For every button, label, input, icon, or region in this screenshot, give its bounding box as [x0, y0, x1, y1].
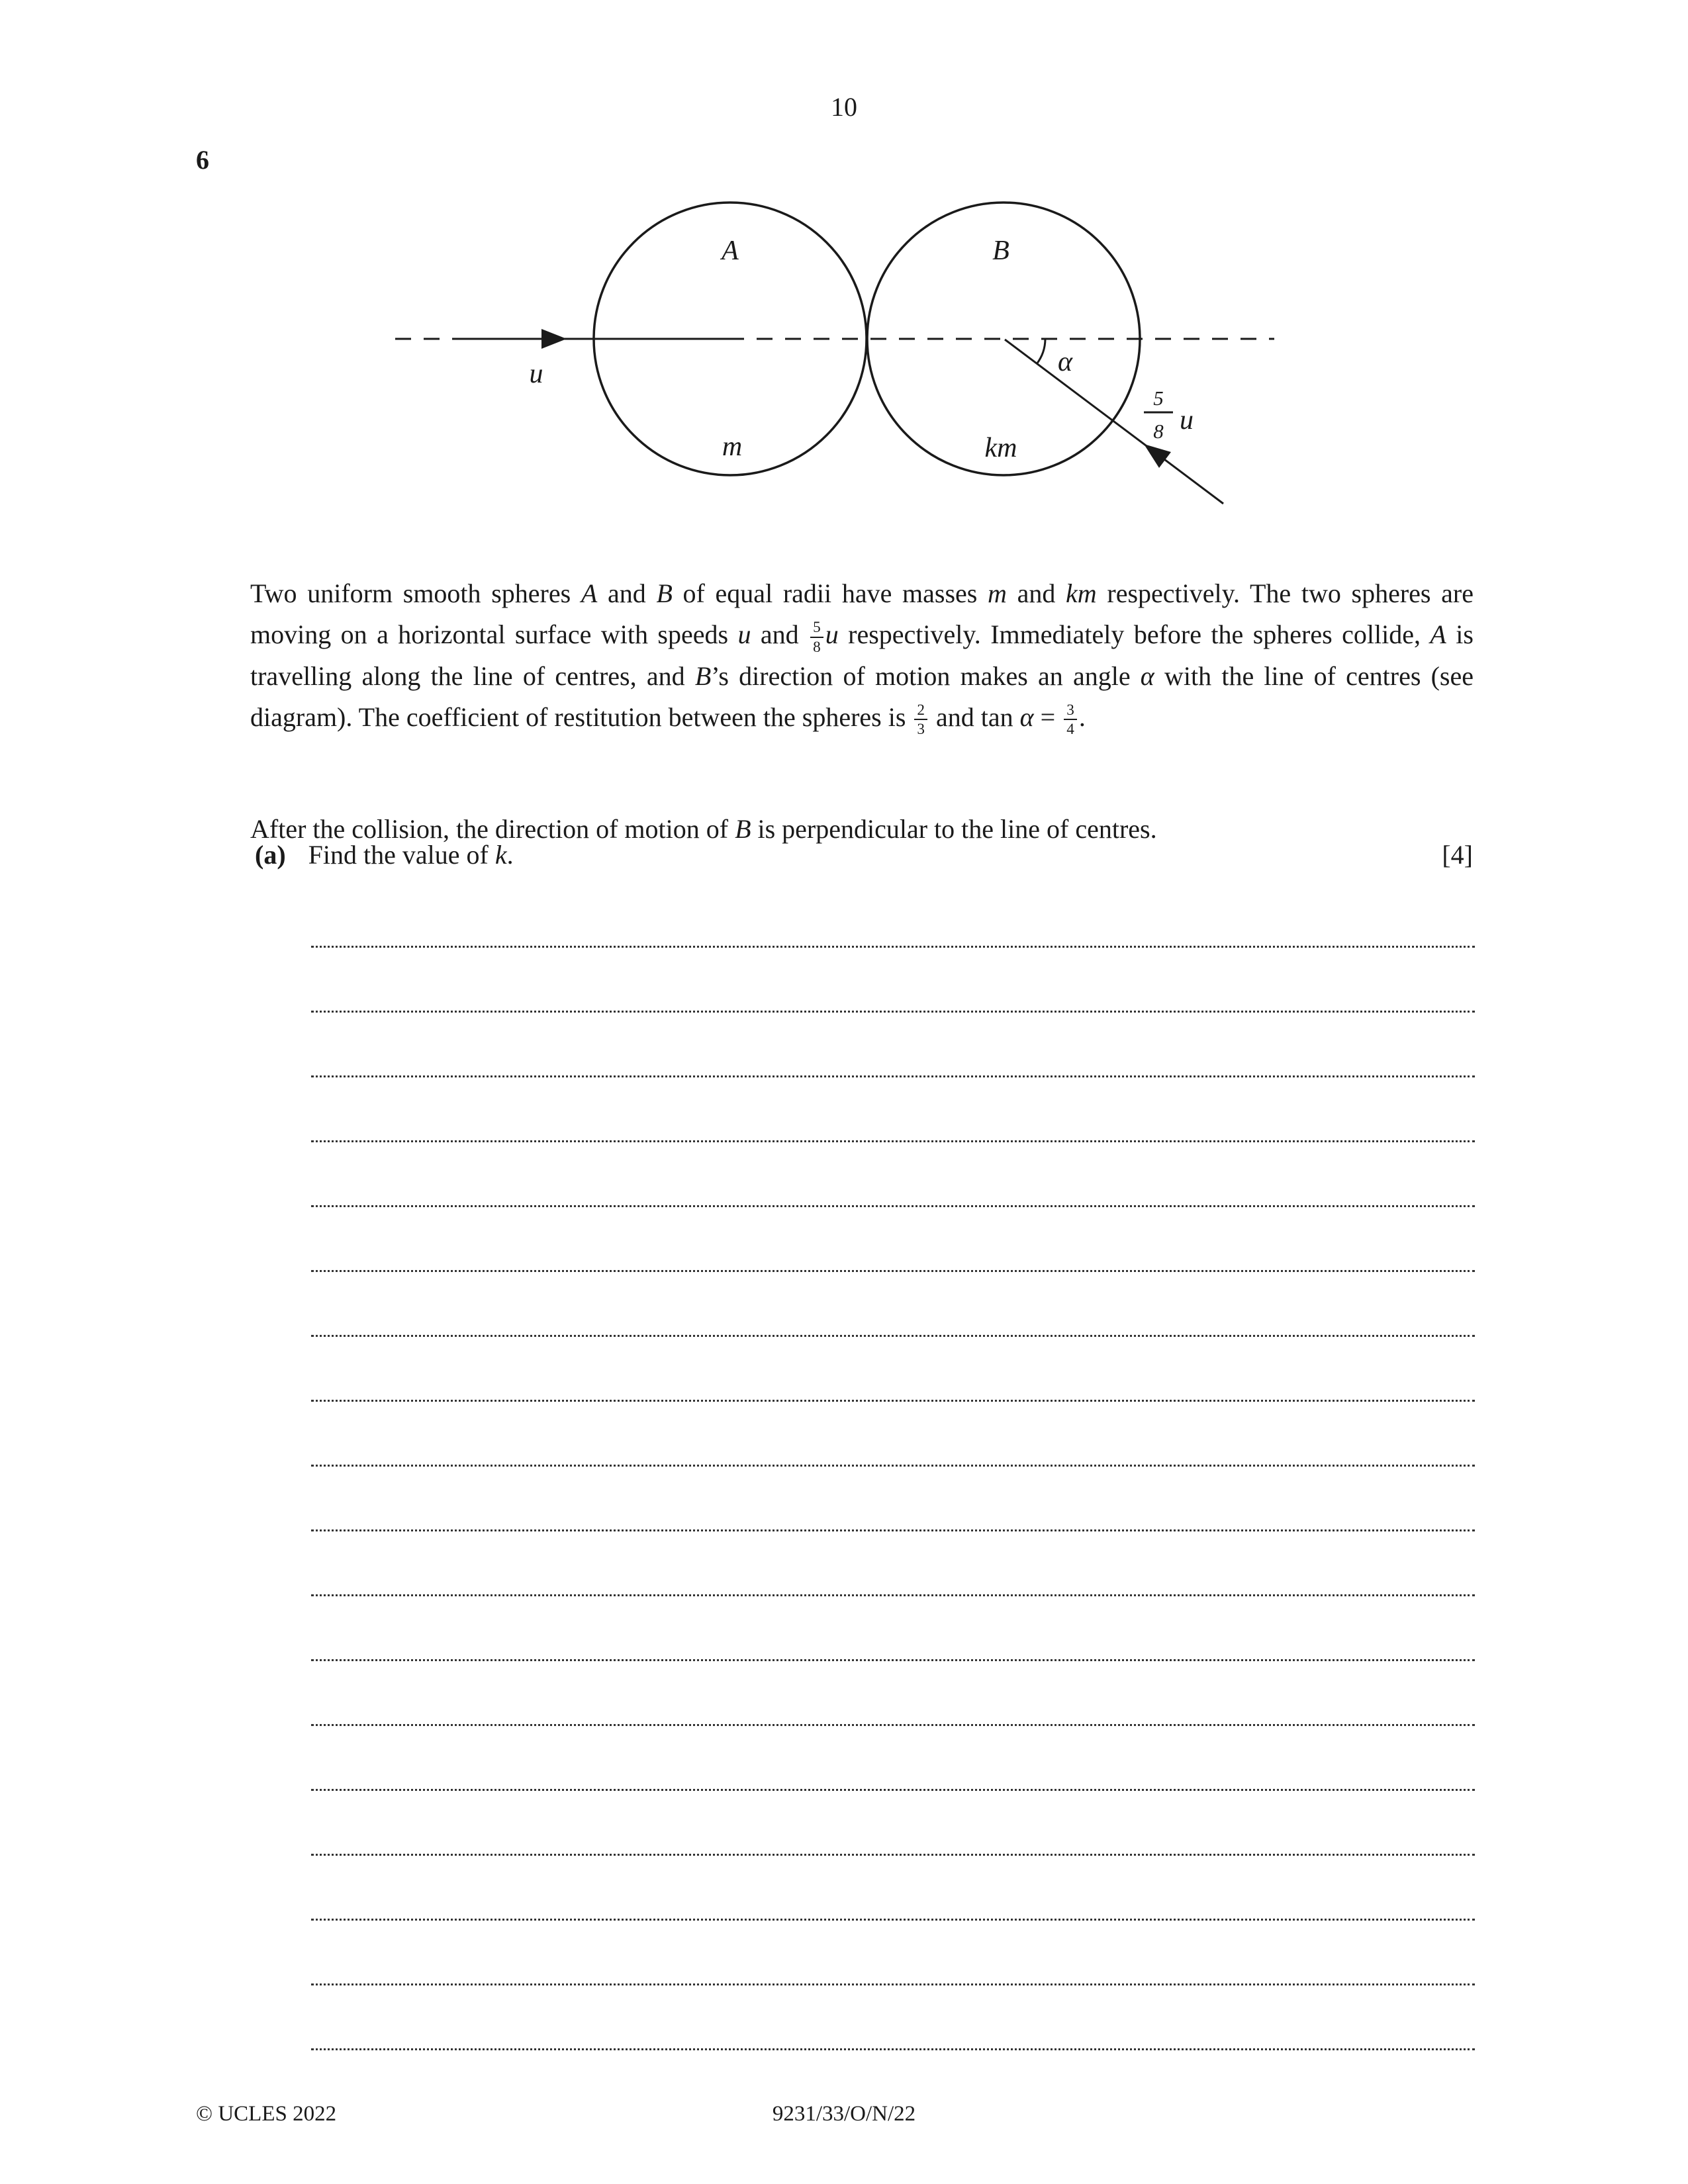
label-frac-denominator: 8: [1153, 420, 1164, 443]
answer-line: [311, 1726, 1475, 1791]
fraction: $\frac{5}{8}$: [810, 619, 823, 656]
answer-line: [311, 883, 1475, 948]
question-paragraph-1: Two uniform smooth spheres A and B of equal radii have masses m and km respectively. The two spheres are moving on a horizontal surface with speeds u and $\frac{5}{8}$ u respectively. Immediately before the spheres collide, A is travelling along the line of centres, and B’s direction of motion makes an angle α with the line of centres (see diagram). The coefficient of restitution between the spheres is $\frac{2}{3}$ and tan α = $\frac{3}{4}$ .: [250, 578, 1474, 739]
answer-line: [311, 1791, 1475, 1856]
answer-line: [311, 948, 1475, 1013]
answer-line: [311, 1985, 1475, 2050]
question-number: 6: [196, 145, 209, 175]
answer-line: [311, 1402, 1475, 1467]
answer-line: [311, 1661, 1475, 1726]
answer-line: [311, 1467, 1475, 1531]
part-a-label: (a): [255, 840, 286, 870]
answer-line: [311, 1013, 1475, 1077]
label-sphere-b: B: [992, 236, 1009, 266]
answer-line: [311, 1272, 1475, 1337]
label-frac-numerator: 5: [1153, 387, 1164, 410]
answer-lines: [311, 883, 1475, 2050]
label-mass-b: km: [984, 433, 1017, 463]
label-mass-a: m: [722, 432, 743, 462]
label-speed-b-var: u: [1180, 405, 1194, 435]
fraction: $\frac{2}{3}$: [914, 702, 927, 739]
answer-line: [311, 1856, 1475, 1921]
angle-arc: [1037, 339, 1045, 364]
fraction: $\frac{3}{4}$: [1064, 702, 1077, 739]
velocity-arrowhead-b: [1144, 444, 1171, 468]
part-a-text: Find the value of k.: [308, 840, 514, 870]
answer-line: [311, 1596, 1475, 1661]
answer-line: [311, 1077, 1475, 1142]
answer-line: [311, 1337, 1475, 1402]
footer-copyright: © UCLES 2022: [196, 2102, 337, 2126]
footer-paper-code: 9231/33/O/N/22: [772, 2102, 916, 2126]
answer-line: [311, 1531, 1475, 1596]
page-number: 10: [831, 92, 857, 122]
answer-line: [311, 1142, 1475, 1207]
part-a-marks: [4]: [1442, 840, 1473, 870]
label-angle-alpha: α: [1058, 347, 1073, 377]
answer-line: [311, 1207, 1475, 1272]
label-sphere-a: A: [722, 236, 739, 266]
question-paragraph-2: After the collision, the direction of motion of B is perpendicular to the line of centres.: [250, 814, 1157, 844]
label-speed-u: u: [529, 359, 543, 389]
collision-diagram: [0, 179, 1688, 549]
question-part-a: [255, 839, 1473, 870]
answer-line: [311, 1921, 1475, 1985]
velocity-arrowhead-a: [541, 329, 567, 349]
